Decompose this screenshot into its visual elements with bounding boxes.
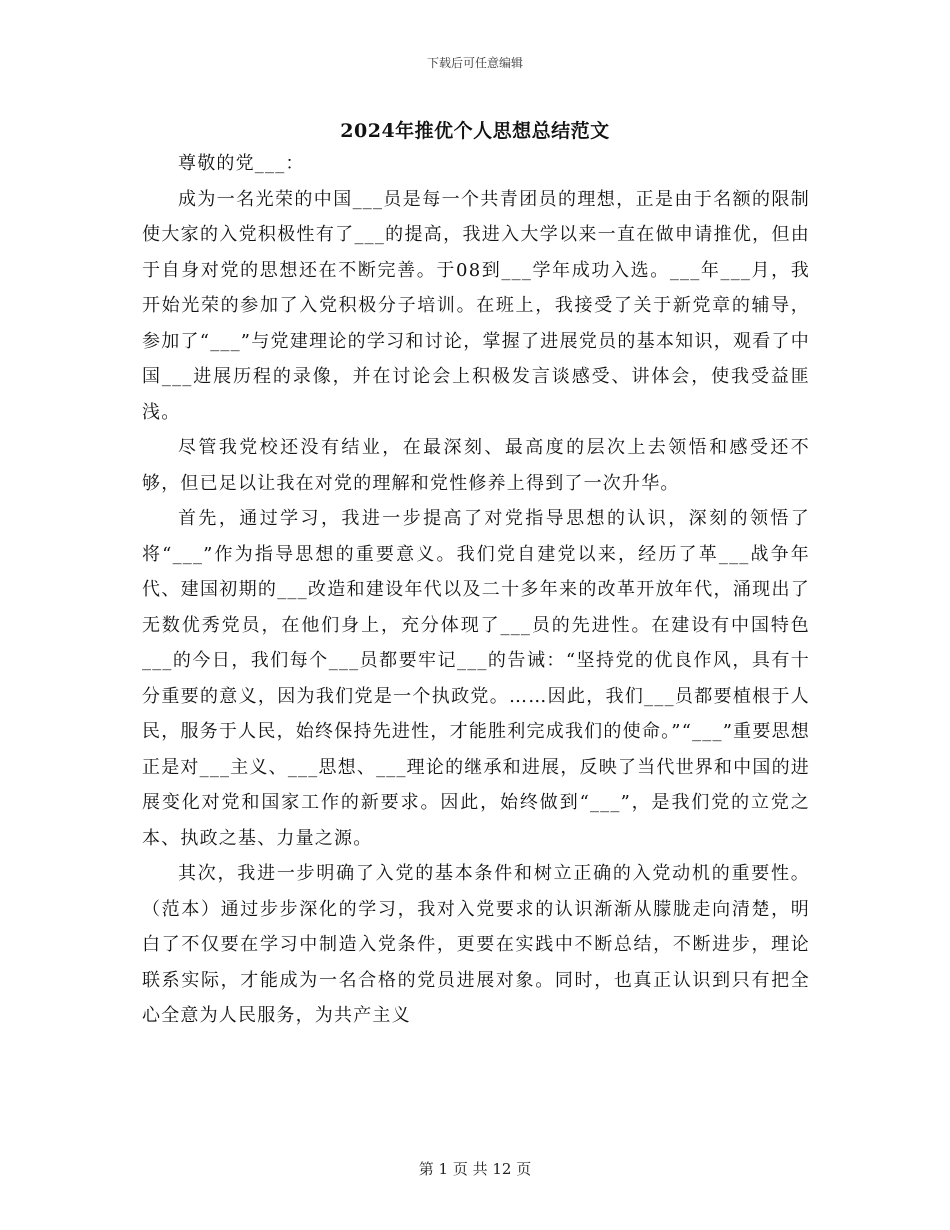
header-note: 下载后可任意编辑 [426, 56, 523, 70]
paragraph-3: 首先，通过学习，我进一步提高了对党指导思想的认识，深刻的领悟了将“___”作为指导思想的重要意义。我们党自建党以来，经历了革___战争年代、建国初期的___改造和建设年代以及二十多年来的改革开放年代，涌现出了无数优秀党员，在他们身上，充分体现了___员的先进性。在建设有中国特色___的今日，我们每个___员都要牢记___的告诫：“坚持党的优良作风，具有十分重要的意义，因为我们党是一个执政党。……因此，我们___员都要植根于人民，服务于人民，始终保持先进性，才能胜利完成我们的使命。”“___”重要思想正是对___主义、___思想、___理论的继承和进展，反映了当代世界和中国的进展变化对党和国家工作的新要求。因此，始终做到“___”，是我们党的立党之本、执政之基、力量之源。 [142, 508, 810, 849]
salutation: 尊敬的党___： [178, 153, 305, 174]
page-number: 第 1 页 共 12 页 [418, 1160, 532, 1178]
paragraph-2: 尽管我党校还没有结业，在最深刻、最高度的层次上去领悟和感受还不够，但已足以让我在对党的理解和党性修养上得到了一次升华。 [142, 437, 810, 494]
document-title: 2024年推优个人思想总结范文 [340, 120, 610, 142]
paragraph-1: 成为一名光荣的中国___员是每一个共青团员的理想，正是由于名额的限制使大家的入党积极性有了___的提高，我进入大学以来一直在做申请推优，但由于自身对党的思想还在不断完善。于08到___学年成功入选。___年___月，我开始光荣的参加了入党积极分子培训。在班上，我接受了关于新党章的辅导，参加了“___”与党建理论的学习和讨论，掌握了进展党员的基本知识，观看了中国___进展历程的录像，并在讨论会上积极发言谈感受、讲体会，使我受益匪浅。 [142, 188, 810, 423]
document-body [142, 146, 810, 1034]
paragraph-4: 其次，我进一步明确了入党的基本条件和树立正确的入党动机的重要性。（范本）通过步步深化的学习，我对入党要求的认识渐渐从朦胧走向清楚，明白了不仅要在学习中制造入党条件，更要在实践中不断总结，不断进步，理论联系实际，才能成为一名合格的党员进展对象。同时，也真正认识到只有把全心全意为人民服务，为共产主义 [142, 863, 810, 1026]
